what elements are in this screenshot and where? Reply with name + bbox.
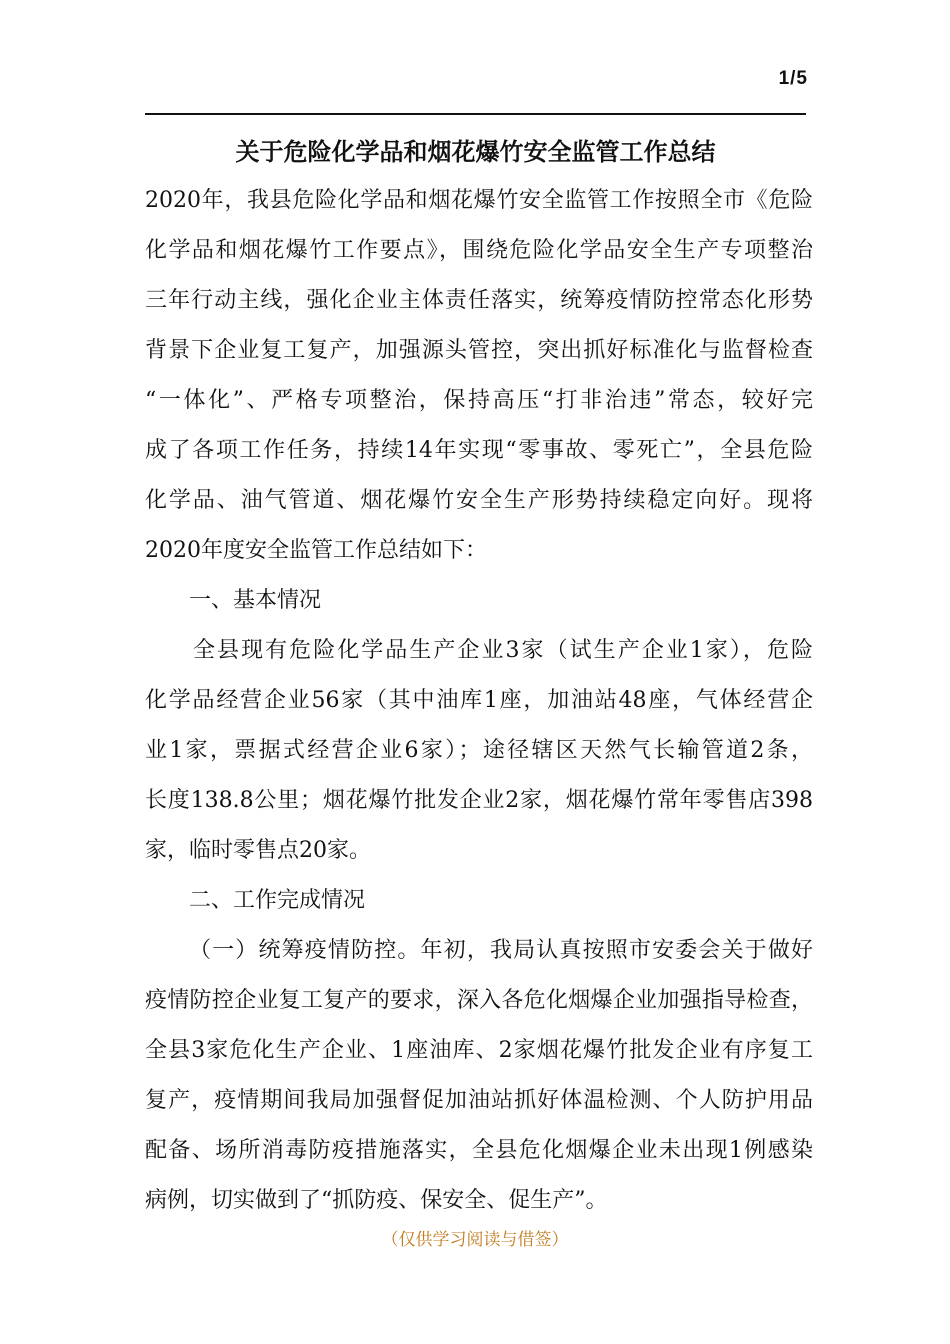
body-line: 家，临时零售点20家。: [145, 838, 371, 863]
body-line: 2020年，我县危险化学品和烟花爆竹安全监管工作按照全市《危险: [145, 188, 813, 213]
body-line: 2020年度安全监管工作总结如下：: [145, 538, 487, 563]
body-line: 背景下企业复工复产，加强源头管控，突出抓好标准化与监督检查: [145, 338, 813, 363]
body-line: “一体化”、严格专项整治，保持高压“打非治违”常态，较好完: [145, 388, 813, 413]
body-line: 业1家，票据式经营企业6家）；途径辖区天然气长输管道2条，: [145, 738, 813, 763]
section-heading: 二、工作完成情况: [189, 888, 366, 913]
page-number: 1/5: [778, 68, 808, 89]
section-heading: 一、基本情况: [189, 588, 322, 613]
header-rule: [145, 113, 806, 115]
body-line: 全县3家危化生产企业、1座油库、2家烟花爆竹批发企业有序复工: [145, 1038, 813, 1063]
body-line: 化学品、油气管道、烟花爆竹安全生产形势持续稳定向好。现将: [145, 488, 813, 513]
body-line: 全县现有危险化学品生产企业3家（试生产企业1家），危险: [193, 638, 813, 663]
body-line: 成了各项工作任务，持续14年实现“零事故、零死亡”，全县危险: [145, 438, 813, 463]
body-line: 病例，切实做到了“抓防疫、保安全、促生产”。: [145, 1188, 608, 1213]
document-title: 关于危险化学品和烟花爆竹安全监管工作总结: [235, 137, 716, 166]
body-line: 长度138.8公里；烟花爆竹批发企业2家，烟花爆竹常年零售店398: [145, 788, 813, 813]
body-line: （一）统筹疫情防控。年初，我局认真按照市安委会关于做好: [189, 938, 813, 963]
document-body: [145, 176, 813, 1226]
body-line: 化学品和烟花爆竹工作要点》，围绕危险化学品安全生产专项整治: [145, 238, 813, 263]
body-line: 三年行动主线，强化企业主体责任落实，统筹疫情防控常态化形势: [145, 288, 813, 313]
body-line: 复产，疫情期间我局加强督促加油站抓好体温检测、个人防护用品: [145, 1088, 813, 1113]
footer-note: （仅供学习阅读与借签）: [381, 1230, 569, 1250]
body-line: 疫情防控企业复工复产的要求，深入各危化烟爆企业加强指导检查，: [145, 988, 813, 1013]
body-line: 配备、场所消毒防疫措施落实，全县危化烟爆企业未出现1例感染: [145, 1138, 813, 1163]
body-line: 化学品经营企业56家（其中油库1座，加油站48座，气体经营企: [145, 688, 813, 713]
